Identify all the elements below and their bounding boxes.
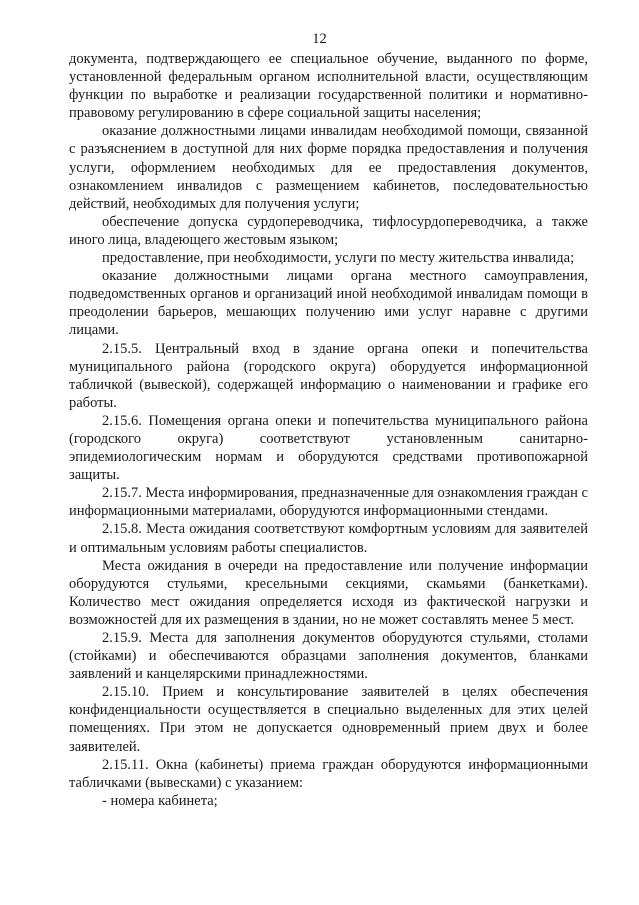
paragraph: 2.15.7. Места информирования, предназначенные для ознакомления граждан с информационными материалами, оборудуются информационными стендами. [69, 485, 588, 520]
paragraph: предоставление, при необходимости, услуги по месту жительства инвалида; [102, 250, 575, 267]
paragraph: - номера кабинета; [102, 792, 218, 809]
page-number: 12 [312, 31, 327, 47]
paragraph: 2.15.10. Прием и консультирование заявителей в целях обеспечения конфиденциальности осуществляется в специально выделенных для этих целей помещениях. При этом не допускается одновременный прием двух и более заявителей. [69, 684, 588, 755]
paragraph: 2.15.6. Помещения органа опеки и попечительства муниципального района (городского округа) соответствуют установленным санитарно-эпидемиологическим нормам и оборудуются средствами противопожарной защиты. [69, 412, 588, 484]
paragraph: обеспечение допуска сурдопереводчика, тифлосурдопереводчика, а также иного лица, владеющего жестовым языком; [69, 213, 588, 248]
paragraph: оказание должностными лицами органа местного самоуправления, подведомственных органов и организаций иной необходимой инвалидам помощи в преодолении барьеров, мешающих получению ими услуг наравне с другими лицами. [69, 268, 588, 339]
paragraph: 2.15.8. Места ожидания соответствуют комфортным условиям для заявителей и оптимальным условиям работы специалистов. [69, 521, 588, 556]
paragraph: 2.15.9. Места для заполнения документов оборудуются стульями, столами (стойками) и обеспечиваются образцами заполнения документов, бланками заявлений и канцелярскими принадлежностями. [69, 630, 588, 683]
document-body [69, 50, 588, 810]
paragraph: 2.15.5. Центральный вход в здание органа опеки и попечительства муниципального района (городского округа) оборудуется информационной табличкой (вывеской), содержащей информацию о наименовании и графике его работы. [69, 340, 588, 411]
paragraph: документа, подтверждающего ее специальное обучение, выданного по форме, установленной федеральным органом исполнительной власти, осуществляющим функции по выработке и реализации государственной политики и нормативно-правовому регулированию в сфере социальной защиты населения; [69, 51, 588, 122]
paragraph: Места ожидания в очереди на предоставление или получение информации оборудуются стульями, кресельными секциями, скамьями (банкетками). Количество мест ожидания определяется исходя из фактической нагрузки и возможностей для их размещения в здании, но не может составлять менее 5 мест. [69, 557, 588, 628]
paragraph: оказание должностными лицами инвалидам необходимой помощи, связанной с разъяснением в доступной для них форме порядка предоставления и получения услуги, оформлением необходимых для ее предоставления документов, ознакомлением инвалидов с размещением кабинетов, последовательностью действий, необходимых для получения услуги; [69, 123, 588, 212]
paragraph: 2.15.11. Окна (кабинеты) приема граждан оборудуются информационными табличками (вывесками) с указанием: [69, 756, 588, 791]
